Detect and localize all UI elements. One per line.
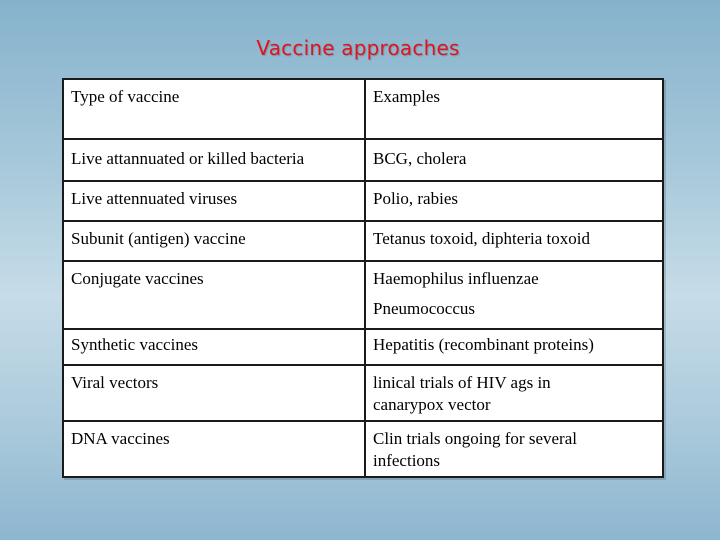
header-type-of-vaccine: Type of vaccine [63, 79, 365, 139]
vaccine-type-cell: Viral vectors [63, 365, 365, 421]
vaccine-type-cell: DNA vaccines [63, 421, 365, 477]
example-line: linical trials of HIV ags in [373, 373, 551, 392]
examples-cell [365, 181, 663, 221]
table-row [63, 139, 663, 181]
table-row [63, 181, 663, 221]
examples-cell [365, 261, 663, 329]
example-line: Tetanus toxoid, diphteria toxoid [373, 229, 590, 248]
example-line: Clin trials ongoing for several [373, 429, 577, 448]
vaccine-type-cell: Conjugate vaccines [63, 261, 365, 329]
table-row [63, 221, 663, 261]
example-line: Hepatitis (recombinant proteins) [373, 335, 594, 354]
example-line: canarypox vector [373, 395, 491, 414]
example-line: infections [373, 451, 441, 470]
examples-cell [365, 139, 663, 181]
examples-cell [365, 421, 663, 477]
table-row [63, 261, 663, 329]
vaccine-type-cell: Synthetic vaccines [63, 329, 365, 365]
example-line: BCG, cholera [373, 149, 467, 168]
examples-cell [365, 221, 663, 261]
table-header-row [63, 79, 663, 139]
header-examples: Examples [365, 79, 663, 139]
examples-cell [365, 329, 663, 365]
table-row [63, 365, 663, 421]
vaccine-table [62, 78, 664, 478]
examples-cell [365, 365, 663, 421]
table-row [63, 329, 663, 365]
vaccine-type-cell: Live attannuated or killed bacteria [63, 139, 365, 181]
example-line: Polio, rabies [373, 189, 458, 208]
table-row [63, 421, 663, 477]
vaccine-type-cell: Live attennuated viruses [63, 181, 365, 221]
vaccine-type-cell: Subunit (antigen) vaccine [63, 221, 365, 261]
example-line: Haemophilus influenzae [373, 269, 539, 288]
slide-title: Vaccine approaches [256, 36, 460, 60]
example-line: Pneumococcus [373, 299, 475, 318]
